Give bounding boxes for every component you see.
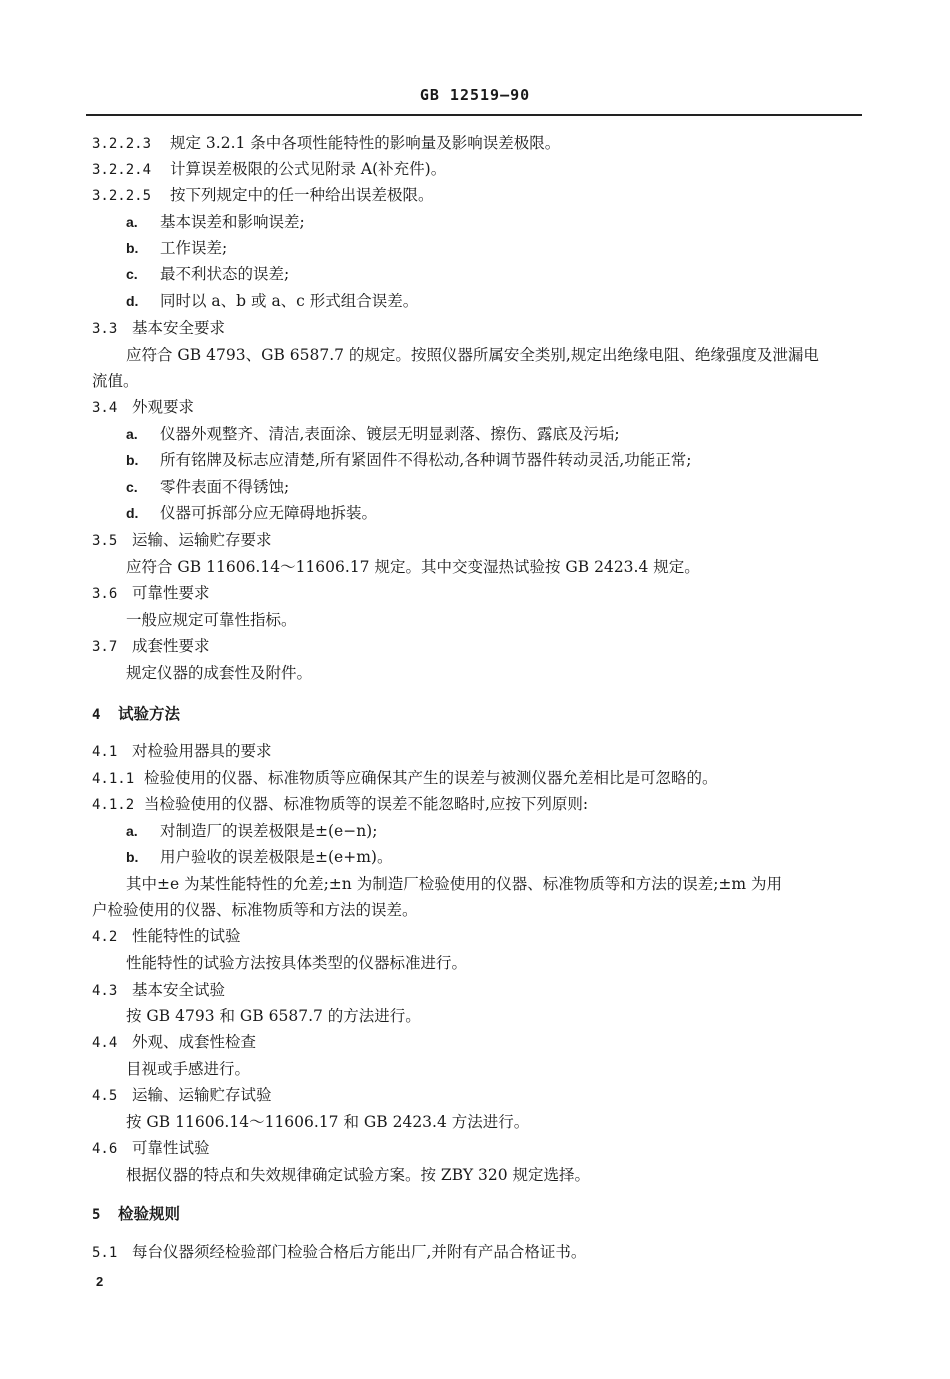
section-heading [92,979,225,1001]
list-label: b. [126,240,139,256]
section-heading [92,1031,256,1053]
section-heading [92,925,241,947]
clause-text: 每台仪器须经检验部门检验合格后方能出厂,并附有产品合格证书。 [132,1243,587,1261]
clause-number: 3.5 [92,533,118,549]
clause-title: 基本安全试验 [132,981,226,999]
clause-number: 3.7 [92,639,118,655]
paragraph-line: 规定仪器的成套性及附件。 [126,664,313,682]
clause-title: 可靠性要求 [132,584,210,602]
list-text: 对制造厂的误差极限是±(e−n); [160,822,378,840]
clause-title: 运输、运输贮存试验 [132,1086,272,1104]
list-label: a. [126,823,138,839]
clause-number: 4.1.1 [92,771,135,787]
page-number: 2 [96,1274,104,1289]
section-heading [92,396,194,418]
section-heading [92,740,272,762]
list-text: 工作误差; [160,239,228,257]
clause-title: 外观要求 [132,398,195,416]
chapter-title: 试验方法 [118,704,181,723]
clause-title: 可靠性试验 [132,1139,210,1157]
paragraph-line: 性能特性的试验方法按具体类型的仪器标准进行。 [126,954,468,972]
list-label: a. [126,426,138,442]
list-item [126,211,305,233]
clause-number: 3.3 [92,321,118,337]
list-label: d. [126,293,139,309]
header-rule [86,114,862,116]
paragraph-line: 流值。 [92,372,139,390]
list-label: c. [126,266,138,282]
list-item [126,502,377,524]
clause-number: 3.6 [92,586,118,602]
clause-title: 外观、成套性检查 [132,1033,257,1051]
clause-number: 3.2.2.4 [92,162,152,178]
list-text: 零件表面不得锈蚀; [160,478,290,496]
clause-number: 4.4 [92,1035,118,1051]
list-text: 同时以 a、b 或 a、c 形式组合误差。 [160,292,419,310]
list-item [126,820,377,842]
list-item [126,263,289,285]
clause-title: 成套性要求 [132,637,210,655]
clause-number: 3.2.2.3 [92,136,152,152]
list-item [126,846,392,868]
list-label: b. [126,452,139,468]
clause-number: 5.1 [92,1245,118,1261]
paragraph-line: 按 GB 11606.14～11606.17 和 GB 2423.4 方法进行。 [126,1113,530,1131]
chapter-heading [92,1203,180,1225]
clause-line [92,793,588,815]
paragraph-line: 一般应规定可靠性指标。 [126,611,297,629]
paragraph-line: 目视或手感进行。 [126,1060,251,1078]
section-heading [92,1241,586,1263]
section-heading [92,1137,210,1159]
list-item [126,476,289,498]
clause-line [92,132,560,154]
list-text: 仪器可拆部分应无障碍地拆装。 [160,504,378,522]
section-heading [92,582,210,604]
paragraph-line: 应符合 GB 4793、GB 6587.7 的规定。按照仪器所属安全类别,规定出绝缘电阻、绝缘强度及泄漏电 [126,346,819,364]
clause-line [92,767,718,789]
clause-text: 当检验使用的仪器、标准物质等的误差不能忽略时,应按下列原则: [144,795,589,813]
section-heading [92,529,272,551]
clause-text: 计算误差极限的公式见附录 A(补充件)。 [170,160,447,178]
chapter-heading [92,703,180,725]
clause-text: 检验使用的仪器、标准物质等应确保其产生的误差与被测仪器允差相比是可忽略的。 [144,769,718,787]
clause-number: 4.5 [92,1088,118,1104]
chapter-title: 检验规则 [118,1204,181,1223]
clause-title: 对检验用器具的要求 [132,742,272,760]
list-text: 用户验收的误差极限是±(e+m)。 [160,848,393,866]
paragraph-line: 其中±e 为某性能特性的允差;±n 为制造厂检验使用的仪器、标准物质等和方法的误差;±m 为用 [126,875,783,893]
list-item [126,237,227,259]
clause-number: 3.4 [92,400,118,416]
section-heading [92,635,210,657]
page-header: GB 12519—90 [419,86,531,104]
section-heading [92,317,225,339]
clause-line [92,184,434,206]
clause-number: 3.2.2.5 [92,188,152,204]
list-text: 所有铭牌及标志应清楚,所有紧固件不得松动,各种调节器件转动灵活,功能正常; [160,451,692,469]
list-item [126,290,418,312]
clause-title: 运输、运输贮存要求 [132,531,272,549]
section-heading [92,1084,272,1106]
list-text: 基本误差和影响误差; [160,213,305,231]
clause-number: 4.3 [92,983,118,999]
clause-number: 4.1 [92,744,118,760]
clause-number: 4.1.2 [92,797,135,813]
clause-text: 按下列规定中的任一种给出误差极限。 [170,186,434,204]
paragraph-line: 根据仪器的特点和失效规律确定试验方案。按 ZBY 320 规定选择。 [126,1166,590,1184]
list-item [126,449,692,471]
list-text: 仪器外观整齐、清洁,表面涂、镀层无明显剥落、擦伤、露底及污垢; [160,425,620,443]
clause-number: 4.2 [92,929,118,945]
clause-title: 性能特性的试验 [132,927,241,945]
paragraph-line: 应符合 GB 11606.14～11606.17 规定。其中交变湿热试验按 GB 2423.4 规定。 [126,558,700,576]
list-item [126,423,620,445]
list-label: c. [126,479,138,495]
list-label: d. [126,505,139,521]
clause-title: 基本安全要求 [132,319,226,337]
list-label: b. [126,849,139,865]
list-text: 最不利状态的误差; [160,265,290,283]
list-label: a. [126,214,138,230]
clause-line [92,158,446,180]
paragraph-line: 按 GB 4793 和 GB 6587.7 的方法进行。 [126,1007,421,1025]
chapter-number: 5 [92,1207,101,1223]
chapter-number: 4 [92,707,101,723]
clause-text: 规定 3.2.1 条中各项性能特性的影响量及影响误差极限。 [170,134,561,152]
paragraph-line: 户检验使用的仪器、标准物质等和方法的误差。 [92,901,418,919]
clause-number: 4.6 [92,1141,118,1157]
